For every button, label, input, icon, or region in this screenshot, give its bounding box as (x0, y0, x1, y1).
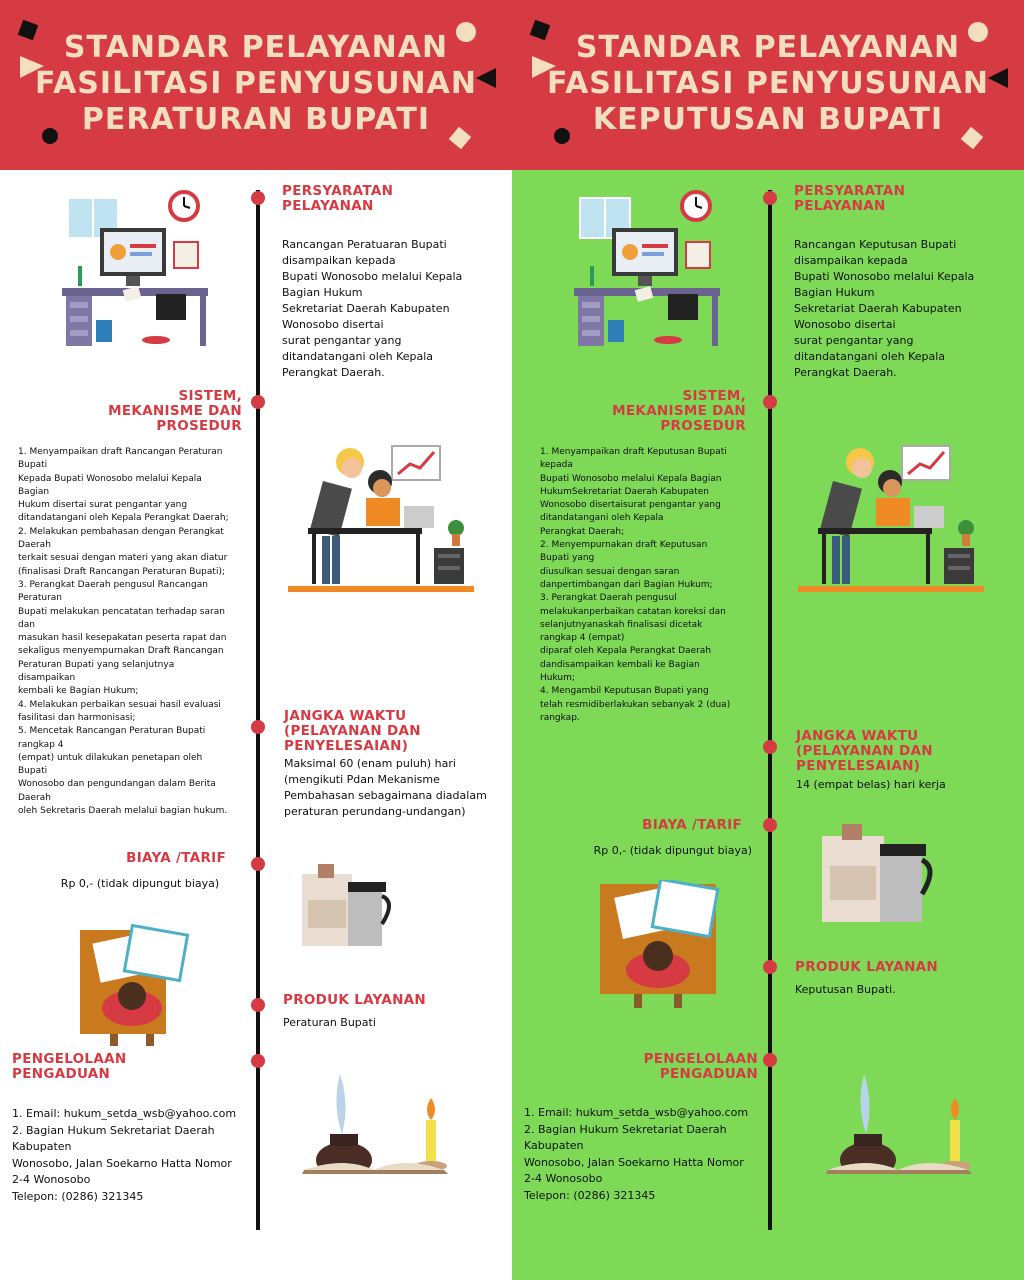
biaya-title: BIAYA /TARIF (126, 850, 226, 866)
sistem-text: 1. Menyampaikan draft Rancangan Peraturan Bupati Kepada Bupati Wonosobo melalui Kepala Bagian Hukum disertai surat pengantar yang ditandatangani oleh Kepala Perangkat Daerah; 2. Melakukan pembahasan dengan Perangkat Daerah terkait sesuai dengan materi yang akan diatur (finalisasi Draft Rancangan Peraturan Bupati); 3. Perangkat Daerah pengusul Rancangan Peraturan Bupati melakukan pencatatan terhadap saran dan masukan hasil kesepakatan peserta rapat dan sekaligus menyempurnakan Draft Rancangan Peraturan Bupati yang selanjutnya disampaikan kembali ke Bagian Hukum; 4. Melakukan perbaikan sesuai hasil evaluasi fasilitasi dan harmonisasi; 5. Mencetak Rancangan Peraturan Bupati rangkap 4 (empat) untuk dilakukan penetapan oleh Bupati Wonosobo dan pengundangan dalam Berita Daerah oleh Sekretaris Daerah melalui bagian hukum. (18, 447, 229, 817)
left-header (0, 0, 512, 170)
sistem-text: 1. Menyampaikan draft Keputusan Bupati kepada Bupati Wonosobo melalui Kepala Bagian HukumSekretariat Daerah Kabupaten Wonosobo disertaisurat pengantar yang ditandatangani oleh Kepala Perangkat Daerah; 2. Menyempurnakan draft Keputusan Bupati yang diusulkan sesuai dengan saran danpertimbangan dari Bagian Hukum; 3. Perangkat Daerah pengusul melakukanperbaikan catatan koreksi dan selanjutnyanaskah finalisasi dicetak rangkap 4 (empat) diparaf oleh Kepala Perangkat Daerah dandisampaikan kembali ke Bagian Hukum; 4. Mengambil Keputusan Bupati yang telah resmidiberlakukan sebanyak 2 (dua) rangkap. (540, 447, 731, 723)
jangka-waktu-text: Maksimal 60 (enam puluh) hari (mengikuti Pdan Mekanisme Pembahasan sebagaimana diadalam peraturan perundang-undangan) (284, 757, 487, 818)
title-line: STANDAR PELAYANAN (575, 30, 961, 65)
quill-candle-illustration (300, 1070, 448, 1174)
coworkers-illustration (288, 440, 474, 595)
title-line: FASILITASI PENYUSUNAN (547, 66, 989, 101)
reading-person-illustration (76, 924, 196, 1048)
timeline-dot (251, 720, 265, 734)
pengaduan-title: PENGELOLAAN PENGADUAN (12, 1051, 127, 1082)
page-title (0, 30, 512, 138)
jangka-waktu-title: JANGKA WAKTU (PELAYANAN DAN PENYELESAIAN) (796, 728, 933, 774)
persyaratan-title: PERSYARATAN PELAYANAN (282, 183, 394, 214)
page-title (512, 30, 1024, 138)
reading-person-illustration (596, 880, 726, 1010)
pengaduan-title: PENGELOLAAN PENGADUAN (643, 1051, 758, 1082)
biaya-title: BIAYA /TARIF (642, 817, 742, 833)
timeline-dot (763, 740, 777, 754)
persyaratan-title: PERSYARATAN PELAYANAN (794, 183, 906, 214)
jangka-waktu-title: JANGKA WAKTU (PELAYANAN DAN PENYELESAIAN) (284, 708, 421, 754)
sistem-title: SISTEM, MEKANISME DAN PROSEDUR (108, 388, 242, 434)
produk-text: Peraturan Bupati (283, 1016, 376, 1029)
title-line: FASILITASI PENYUSUNAN (35, 66, 477, 101)
right-header (512, 0, 1024, 170)
timeline-dot (251, 998, 265, 1012)
biaya-text: Rp 0,- (tidak dipungut biaya) (60, 877, 220, 890)
produk-title: PRODUK LAYANAN (283, 992, 427, 1008)
timeline-dot (251, 191, 265, 205)
title-line: PERATURAN BUPATI (81, 102, 431, 137)
jangka-waktu-text: 14 (empat belas) hari kerja (796, 778, 946, 791)
timeline-line (768, 190, 772, 1230)
produk-title: PRODUK LAYANAN (795, 959, 939, 975)
quill-candle-illustration (824, 1070, 972, 1174)
right-panel-keputusan (512, 0, 1024, 1280)
persyaratan-text: Rancangan Keputusan Bupati disampaikan kepada Bupati Wonosobo melalui Kepala Bagian Hukum Sekretariat Daerah Kabupaten Wonosobo disertai surat pengantar yang ditandatangani oleh Kepala Perangkat Daerah. (794, 238, 975, 379)
biaya-text: Rp 0,- (tidak dipungut biaya) (593, 844, 752, 857)
desk-computer-illustration (60, 188, 210, 348)
timeline-line (256, 190, 260, 1230)
timeline-dot (251, 1054, 265, 1068)
timeline-dot (763, 191, 777, 205)
coworkers-illustration (798, 440, 984, 595)
timeline-dot (251, 395, 265, 409)
timeline-dot (763, 1053, 777, 1067)
timeline-dot (763, 960, 777, 974)
desk-computer-illustration (572, 188, 722, 348)
timeline-dot (763, 395, 777, 409)
pengaduan-text: 1. Email: hukum_setda_wsb@yahoo.com 2. Bagian Hukum Sekretariat Daerah Kabupaten Wonosobo, Jalan Soekarno Hatta Nomor 2-4 Wonosobo Telepon: (0286) 321345 (12, 1107, 237, 1203)
timeline-dot (251, 857, 265, 871)
persyaratan-text: Rancangan Peratuaran Bupati disampaikan kepada Bupati Wonosobo melalui Kepala Bagian Hukum Sekretariat Daerah Kabupaten Wonosobo disertai surat pengantar yang ditandatangani oleh Kepala Perangkat Daerah. (282, 238, 463, 379)
title-line: STANDAR PELAYANAN (63, 30, 449, 65)
coffee-bag-illustration (296, 860, 400, 950)
pengaduan-text: 1. Email: hukum_setda_wsb@yahoo.com 2. Bagian Hukum Sekretariat Daerah Kabupaten Wonosobo, Jalan Soekarno Hatta Nomor 2-4 Wonosobo Telepon: (0286) 321345 (524, 1106, 749, 1202)
title-line: KEPUTUSAN BUPATI (592, 102, 944, 137)
coffee-bag-illustration (816, 820, 944, 926)
sistem-title: SISTEM, MEKANISME DAN PROSEDUR (612, 388, 746, 434)
timeline-dot (763, 818, 777, 832)
produk-text: Keputusan Bupati. (795, 983, 896, 996)
